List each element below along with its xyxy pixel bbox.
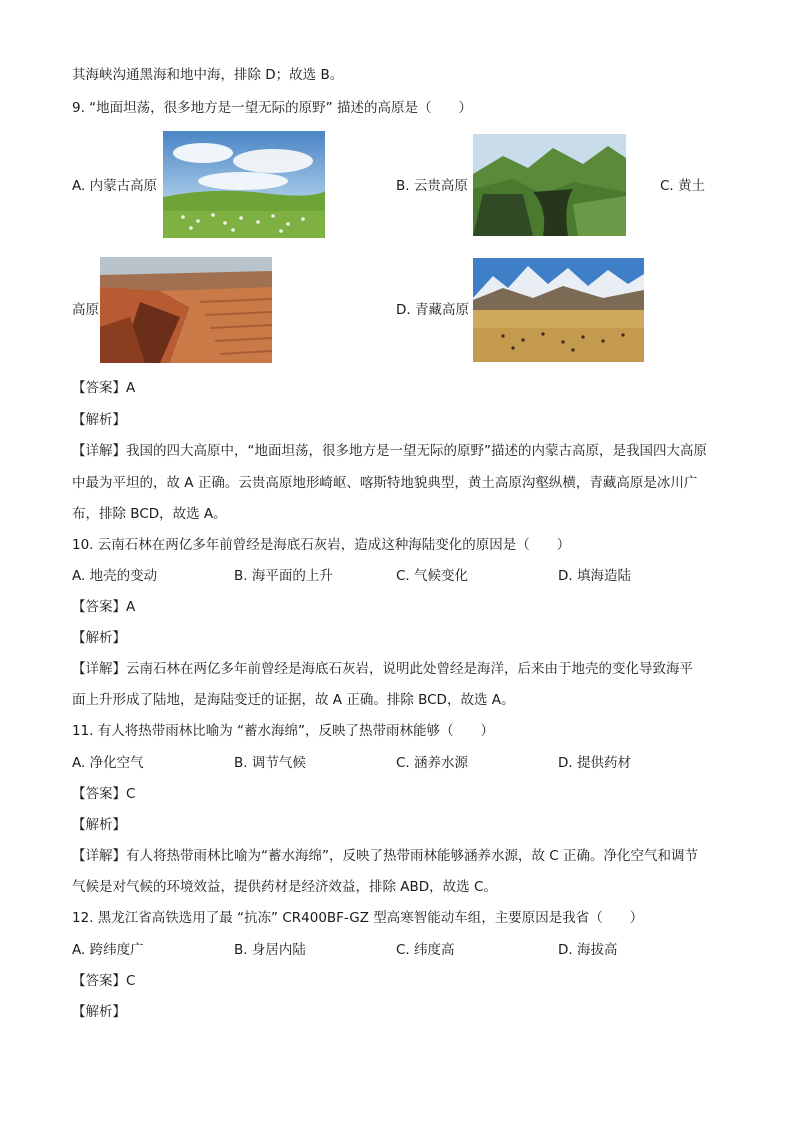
- q11-detail-line-2: 气候是对气候的环境效益，提供药材是经济效益，排除 ABD，故选 C。: [72, 879, 497, 895]
- q10-option-b: B. 海平面的上升: [234, 568, 333, 584]
- q9-option-d: D. 青藏高原: [396, 302, 469, 318]
- grassland-photo: [163, 131, 325, 238]
- q9-option-b: B. 云贵高原: [396, 178, 468, 194]
- q12-option-c: C. 纬度高: [396, 942, 455, 958]
- q10-option-a: A. 地壳的变动: [72, 568, 158, 584]
- q12-analysis-heading: 【解析】: [72, 1004, 126, 1020]
- q12-answer: 【答案】C: [72, 973, 136, 989]
- q9-option-a: A. 内蒙古高原: [72, 178, 158, 194]
- q12-stem: 12. 黑龙江省高铁选用了最 “抗冻” CR400BF-GZ 型高寒智能动车组，主要原因是我省（ ）: [72, 910, 644, 926]
- q10-analysis-heading: 【解析】: [72, 630, 126, 646]
- q9-detail-line-3: 布，排除 BCD，故选 A。: [72, 506, 227, 522]
- loess-plateau-photo: [100, 257, 272, 363]
- q12-option-a: A. 跨纬度广: [72, 942, 144, 958]
- q11-analysis-heading: 【解析】: [72, 817, 126, 833]
- q10-option-d: D. 填海造陆: [558, 568, 631, 584]
- q12-option-b: B. 身居内陆: [234, 942, 306, 958]
- q9-stem: 9. “地面坦荡，很多地方是一望无际的原野” 描述的高原是（ ）: [72, 100, 472, 116]
- q9-option-c: C. 黄土: [660, 178, 706, 194]
- q10-answer: 【答案】A: [72, 599, 136, 615]
- q9-option-c-continued: 高原: [72, 302, 99, 318]
- q9-analysis-heading: 【解析】: [72, 412, 126, 428]
- intro-line: 其海峡沟通黑海和地中海，排除 D；故选 B。: [72, 67, 344, 83]
- q9-detail-line-2: 中最为平坦的，故 A 正确。云贵高原地形崎岖、喀斯特地貌典型，黄土高原沟壑纵横，青藏高原是冰川广: [72, 475, 698, 491]
- q10-option-c: C. 气候变化: [396, 568, 469, 584]
- q11-answer: 【答案】C: [72, 786, 136, 802]
- q11-option-d: D. 提供药材: [558, 755, 631, 771]
- q10-detail-line-2: 面上升形成了陆地，是海陆变迁的证据，故 A 正确。排除 BCD，故选 A。: [72, 692, 515, 708]
- q11-option-a: A. 净化空气: [72, 755, 144, 771]
- q12-option-d: D. 海拔高: [558, 942, 618, 958]
- tibetan-plateau-photo: [473, 258, 644, 362]
- q10-stem: 10. 云南石林在两亿多年前曾经是海底石灰岩，造成这种海陆变化的原因是（ ）: [72, 537, 571, 553]
- q9-answer: 【答案】A: [72, 380, 136, 396]
- q10-detail-line-1: 【详解】云南石林在两亿多年前曾经是海底石灰岩，说明此处曾经是海洋，后来由于地壳的变化导致海平: [72, 661, 693, 677]
- q11-detail-line-1: 【详解】有人将热带雨林比喻为“蓄水海绵”，反映了热带雨林能够涵养水源，故 C 正确。净化空气和调节: [72, 848, 698, 864]
- q9-detail-line-1: 【详解】我国的四大高原中，“地面坦荡，很多地方是一望无际的原野”描述的内蒙古高原，是我国四大高原: [72, 443, 707, 459]
- karst-mountain-photo: [473, 134, 626, 236]
- q11-option-c: C. 涵养水源: [396, 755, 469, 771]
- q11-stem: 11. 有人将热带雨林比喻为 “蓄水海绵”，反映了热带雨林能够（ ）: [72, 723, 495, 739]
- q11-option-b: B. 调节气候: [234, 755, 306, 771]
